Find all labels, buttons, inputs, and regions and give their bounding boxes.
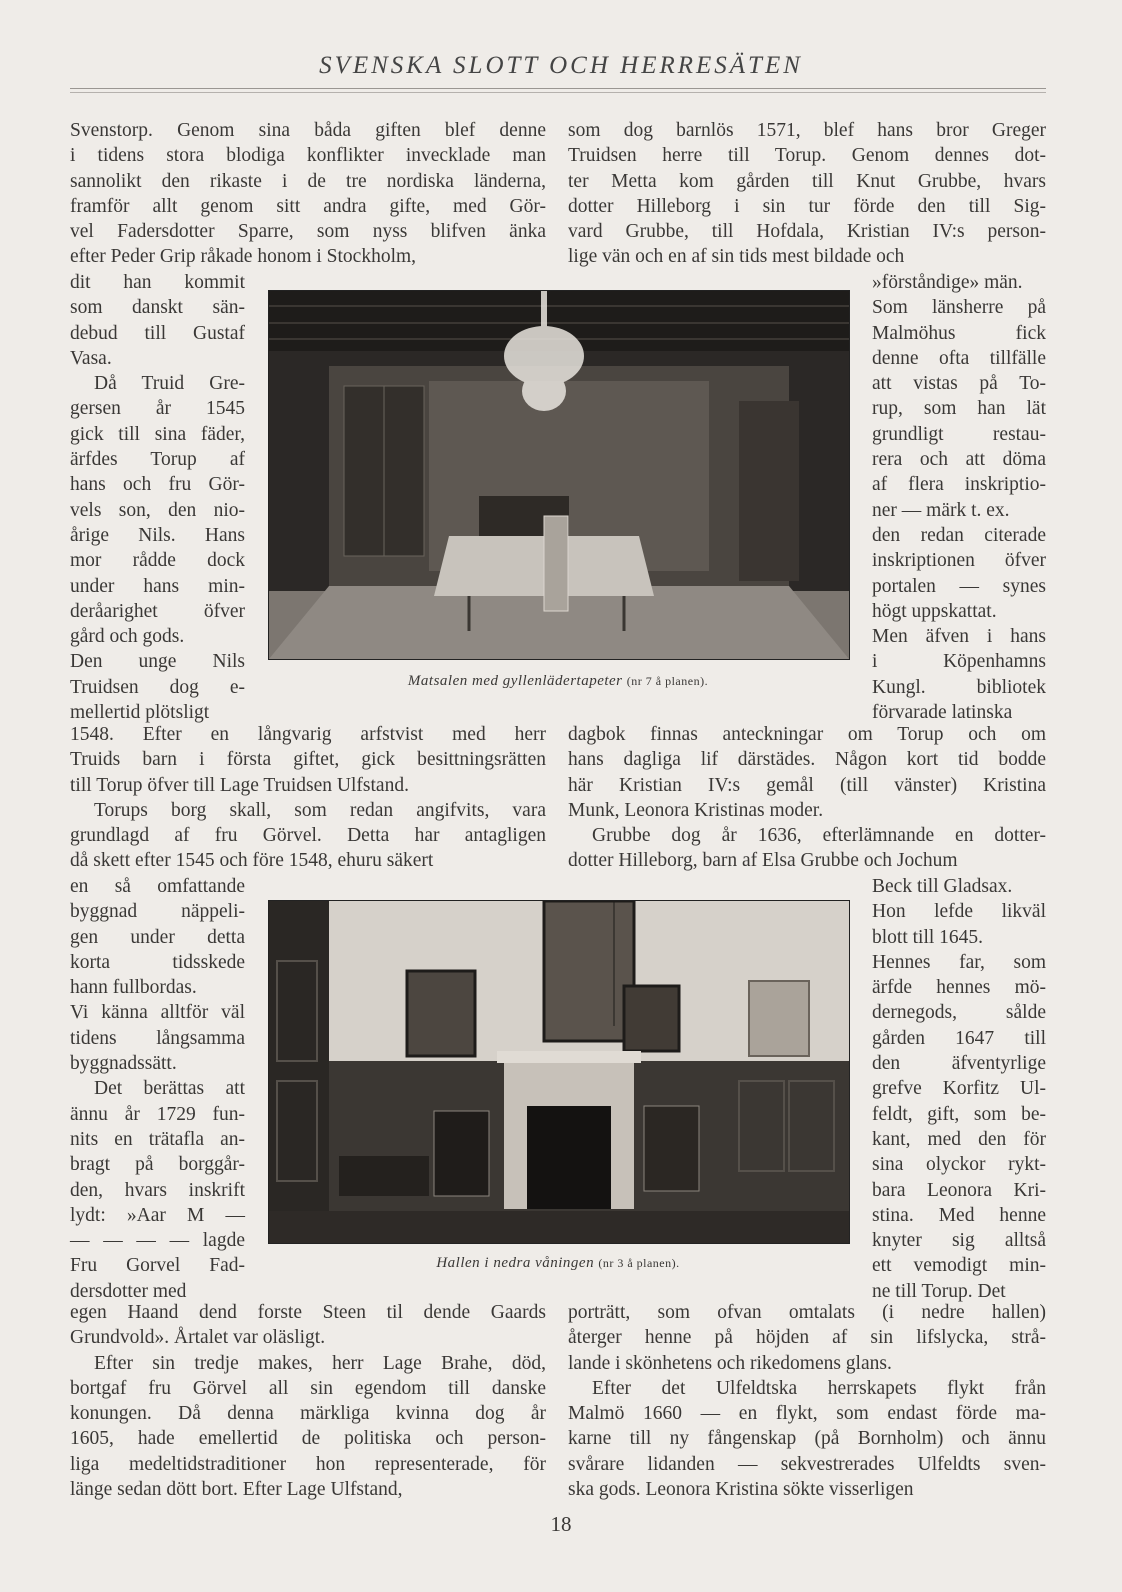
text-line: 1548. Efter en långvarig arfstvist med herr: [70, 724, 546, 745]
text-line: i Köpenhamns: [872, 651, 1046, 673]
hall-illustration: [269, 901, 849, 1243]
col1-narrow-text-1: [70, 270, 245, 725]
text-line: grundlagd af fru Görvel. Detta har antagligen: [70, 825, 546, 847]
text-line: gen under detta: [70, 926, 245, 948]
page-number: 18: [550, 1512, 572, 1536]
text-line: högt uppskattat.: [872, 600, 997, 622]
text-line: Den unge Nils: [70, 651, 245, 673]
col1-narrow-text-2: [70, 874, 245, 1304]
text-line: framför allt genom sitt andra gifte, med Gör-: [70, 195, 546, 217]
text-line: mor rådde dock: [70, 550, 245, 572]
text-line: här Kristian IV:s gemål (till vänster) Kristina: [568, 774, 1046, 796]
text-line: vard Grubbe, till Hofdala, Kristian IV:s person-: [568, 221, 1046, 243]
text-line: Kungl. bibliotek: [872, 676, 1046, 698]
text-line: Men äfven i hans: [872, 626, 1046, 648]
text-line: ner — märk t. ex.: [872, 499, 1010, 521]
text-line: bortgaf fru Görvel all sin egendom till danske: [70, 1377, 546, 1399]
text-line: Svenstorp. Genom sina båda giften blef denne: [70, 120, 546, 141]
text-line: ne till Torup. Det: [872, 1280, 1006, 1302]
text-line: lydt: »Aar M —: [70, 1204, 245, 1226]
text-line: porträtt, som ofvan omtalats (i nedre hallen): [568, 1302, 1046, 1323]
text-line: 1605, hade emellertid de politiska och person-: [70, 1428, 546, 1450]
text-line: ännu år 1729 fun-: [70, 1103, 245, 1125]
header-rule-thin: [70, 92, 1046, 93]
text-line: Då Truid Gre-: [94, 373, 245, 395]
text-line: debud till Gustaf: [70, 322, 245, 344]
text-line: dit han kommit: [70, 272, 245, 293]
text-line: Hennes far, som: [872, 951, 1046, 973]
hall-caption-title: Hallen i nedra våningen: [436, 1255, 595, 1271]
text-line: stina. Med henne: [872, 1204, 1046, 1226]
text-line: att vistas på To-: [872, 373, 1046, 395]
text-line: dagbok finnas anteckningar om Torup och om: [568, 724, 1046, 745]
text-line: feldt, gift, som be-: [872, 1103, 1046, 1125]
text-line: liga medeltidstraditioner hon representerade, för: [70, 1453, 546, 1475]
text-line: länge sedan dött bort. Efter Lage Ulfstand,: [70, 1479, 403, 1501]
text-line: denne ofta tillfälle: [872, 347, 1046, 369]
text-line: mellertid plötsligt: [70, 702, 210, 724]
text-line: Grundvold». Årtalet var oläsligt.: [70, 1327, 326, 1349]
text-line: portalen — synes: [872, 575, 1046, 597]
text-line: dotter Hilleborg, barn af Elsa Grubbe och Jochum: [568, 850, 958, 872]
text-line: Truidsen dog e-: [70, 676, 245, 698]
header-rule: [70, 88, 1046, 89]
text-line: i tidens stora blodiga konflikter invecklade man: [70, 145, 546, 167]
text-line: lige vän och en af sin tids mest bildade och: [568, 246, 905, 268]
text-line: sannolikt den rikaste i de tre nordiska länderna,: [70, 170, 546, 192]
text-line: till Torup öfver till Lage Truidsen Ulfstand.: [70, 774, 409, 796]
hall-photo: [268, 900, 850, 1244]
text-line: dersdotter med: [70, 1280, 187, 1302]
dining-room-caption: [268, 673, 848, 690]
text-line: gersen år 1545: [70, 398, 245, 420]
col2-top-text: [568, 118, 1046, 270]
text-line: svårare lidanden — sekvestrerades Ulfeldts sven-: [568, 1453, 1046, 1475]
col1-bottom-text: [70, 1300, 546, 1502]
text-line: som danskt sän-: [70, 297, 245, 319]
col2-narrow-text-2: [872, 874, 1046, 1304]
text-line: ett vemodigt min-: [872, 1255, 1046, 1277]
text-line: Efter det Ulfeldtska herrskapets flykt från: [592, 1377, 1046, 1399]
dining-room-caption-note: (nr 7 å planen).: [626, 674, 709, 688]
text-line: den äfventyrlige: [872, 1053, 1046, 1075]
text-line: af flera inskriptio-: [872, 474, 1046, 496]
text-line: förvarade latinska: [872, 702, 1013, 724]
text-line: årige Nils. Hans: [70, 524, 245, 546]
text-line: Truidsen herre till Torup. Genom dennes dot-: [568, 145, 1046, 167]
text-line: återger henne på höjden af sin lifslycka, strå-: [568, 1327, 1046, 1349]
text-line: dotter Hilleborg i sin tur förde den till Sig-: [568, 195, 1046, 217]
text-line: grundligt restau-: [872, 423, 1046, 445]
text-line: Fru Gorvel Fad-: [70, 1255, 245, 1277]
text-line: tidens långsamma: [70, 1027, 245, 1049]
text-line: Munk, Leonora Kristinas moder.: [568, 799, 824, 821]
text-line: den redan citerade: [872, 524, 1046, 546]
text-line: rera och att döma: [872, 449, 1046, 471]
text-line: gården 1647 till: [872, 1027, 1046, 1049]
text-line: hans och fru Gör-: [70, 474, 245, 496]
text-line: efter Peder Grip råkade honom i Stockholm,: [70, 246, 417, 268]
text-line: ärfde hennes mö-: [872, 977, 1046, 999]
text-line: under hans min-: [70, 575, 245, 597]
col1-middle-text: [70, 722, 546, 874]
col2-narrow-text-1: [872, 270, 1046, 725]
text-line: ska gods. Leonora Kristina sökte visserligen: [568, 1479, 914, 1501]
text-line: byggnadssätt.: [70, 1053, 177, 1075]
text-line: kant, med den för: [872, 1128, 1046, 1150]
dining-room-caption-title: Matsalen med gyllenlädertapeter: [407, 673, 623, 689]
text-line: vel Fadersdotter Sparre, som nyss blifven änka: [70, 221, 546, 243]
text-line: som dog barnlös 1571, blef hans bror Greger: [568, 120, 1046, 141]
text-line: ter Metta kom gården till Knut Grubbe, hvars: [568, 170, 1046, 192]
text-line: hans dagliga lif därstädes. Någon kort tid bodde: [568, 749, 1046, 771]
text-line: grefve Korfitz Ul-: [872, 1078, 1046, 1100]
text-line: karne till ny fångenskap (på Bornholm) och ännu: [568, 1428, 1046, 1450]
text-line: nits en trätafla an-: [70, 1128, 245, 1150]
text-line: — — — — lagde: [70, 1230, 245, 1252]
text-line: hann fullbordas.: [70, 977, 197, 999]
col2-middle-text: [568, 722, 1046, 874]
text-line: Vi känna alltför väl: [70, 1002, 245, 1024]
text-line: deråarighet öfver: [70, 600, 245, 622]
text-line: dernegods, sålde: [872, 1002, 1046, 1024]
running-header: SVENSKA SLOTT OCH HERRESÄTEN: [319, 52, 803, 79]
col2-bottom-text: [568, 1300, 1046, 1502]
text-line: Vasa.: [70, 347, 112, 369]
text-line: då skett efter 1545 och före 1548, ehuru säkert: [70, 850, 434, 872]
text-line: Det berättas att: [94, 1078, 245, 1100]
col1-top-text: [70, 118, 546, 270]
text-line: byggnad näppeli-: [70, 901, 245, 923]
text-line: rup, som han lät: [872, 398, 1046, 420]
text-line: bragt på borggår-: [70, 1154, 245, 1176]
text-line: blott till 1645.: [872, 926, 984, 948]
hall-caption: [268, 1255, 848, 1272]
hall-caption-note: (nr 3 å planen).: [598, 1256, 680, 1270]
text-line: lande i skönhetens och rikedomens glans.: [568, 1352, 892, 1374]
text-line: en så omfattande: [70, 876, 245, 897]
text-line: Som länsherre på: [872, 297, 1046, 319]
text-line: »förståndige» män.: [872, 272, 1023, 293]
text-line: inskriptionen öfver: [872, 550, 1046, 572]
text-line: egen Haand dend forste Steen til dende Gaards: [70, 1302, 546, 1323]
text-line: Efter sin tredje makes, herr Lage Brahe, död,: [94, 1352, 546, 1374]
text-line: Hon lefde likväl: [872, 901, 1046, 923]
text-line: Truids barn i första giftet, gick besittningsrätten: [70, 749, 546, 771]
text-line: vels son, den nio-: [70, 499, 245, 521]
text-line: Grubbe dog år 1636, efterlämnande en dotter-: [592, 825, 1046, 847]
text-line: bara Leonora Kri-: [872, 1179, 1046, 1201]
text-line: sina olyckor rykt-: [872, 1154, 1046, 1176]
text-line: Beck till Gladsax.: [872, 876, 1013, 897]
text-line: ärfdes Torup af: [70, 449, 245, 471]
dining-room-illustration: [269, 291, 849, 659]
dining-room-photo: [268, 290, 850, 660]
text-line: korta tidsskede: [70, 951, 245, 973]
text-line: Torups borg skall, som redan angifvits, vara: [94, 799, 546, 821]
text-line: gick till sina fäder,: [70, 423, 245, 445]
text-line: konungen. Då denna märkliga kvinna dog år: [70, 1403, 546, 1425]
text-line: gård och gods.: [70, 626, 185, 648]
text-line: Malmöhus fick: [872, 322, 1046, 344]
text-line: den, hvars inskrift: [70, 1179, 245, 1201]
text-line: Malmö 1660 — en flykt, som endast förde ma-: [568, 1403, 1046, 1425]
text-line: knyter sig alltså: [872, 1230, 1046, 1252]
